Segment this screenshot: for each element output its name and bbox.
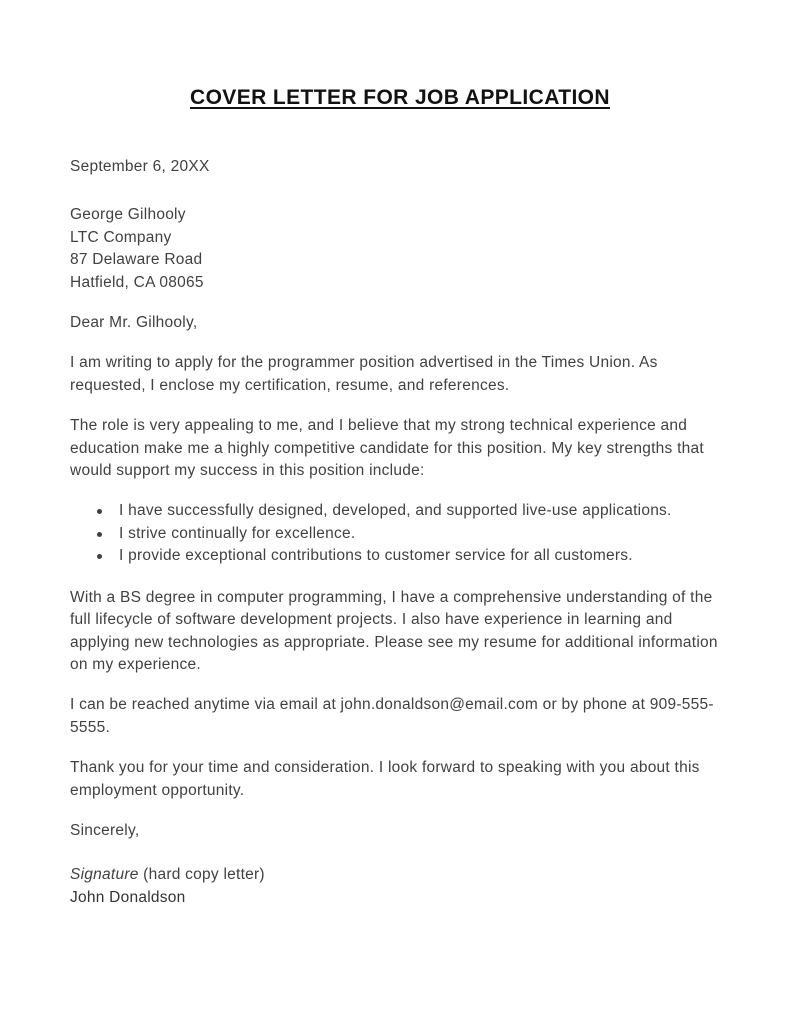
recipient-address-block [70,204,730,294]
signature-block [70,864,730,909]
signature-placeholder-line [70,864,730,886]
paragraph-intro: I am writing to apply for the programmer position advertised in the Times Union. As requested, I enclose my certification, resume, and references. [70,354,658,394]
paragraph-contact: I can be reached anytime via email at john.donaldson@email.com or by phone at 909-555-5555. [70,696,714,736]
document-title: COVER LETTER FOR JOB APPLICATION [190,86,610,109]
signature-note: (hard copy letter) [138,866,265,884]
recipient-name: George Gilhooly [70,206,186,224]
letter-date: September 6, 20XX [70,158,210,175]
paragraph-degree: With a BS degree in computer programming, I have a comprehensive understanding of the full lifecycle of software development projects. I also have experience in learning and applying new technologies as appropriate. Please see my resume for additional information on my experience. [70,588,718,673]
recipient-company: LTC Company [70,228,172,246]
list-item: I have successfully designed, developed, and supported live-use applications. [97,500,730,522]
signature-placeholder: Signature [70,866,139,884]
strengths-list [70,500,730,567]
list-item: I strive continually for excellence. [97,523,730,545]
salutation: Dear Mr. Gilhooly, [70,314,198,332]
recipient-street: 87 Delaware Road [70,251,203,269]
signer-name: John Donaldson [70,888,186,906]
list-item: I provide exceptional contributions to customer service for all customers. [97,545,730,567]
paragraph-thanks: Thank you for your time and consideration. I look forward to speaking with you about this employment opportunity. [70,759,700,799]
closing-salutation: Sincerely, [70,821,140,839]
paragraph-appeal: The role is very appealing to me, and I believe that my strong technical experience and education make me a highly competitive candidate for this position. My key strengths that would support my success in this position include: [70,417,704,480]
recipient-city-state-zip: Hatfield, CA 08065 [70,273,204,291]
